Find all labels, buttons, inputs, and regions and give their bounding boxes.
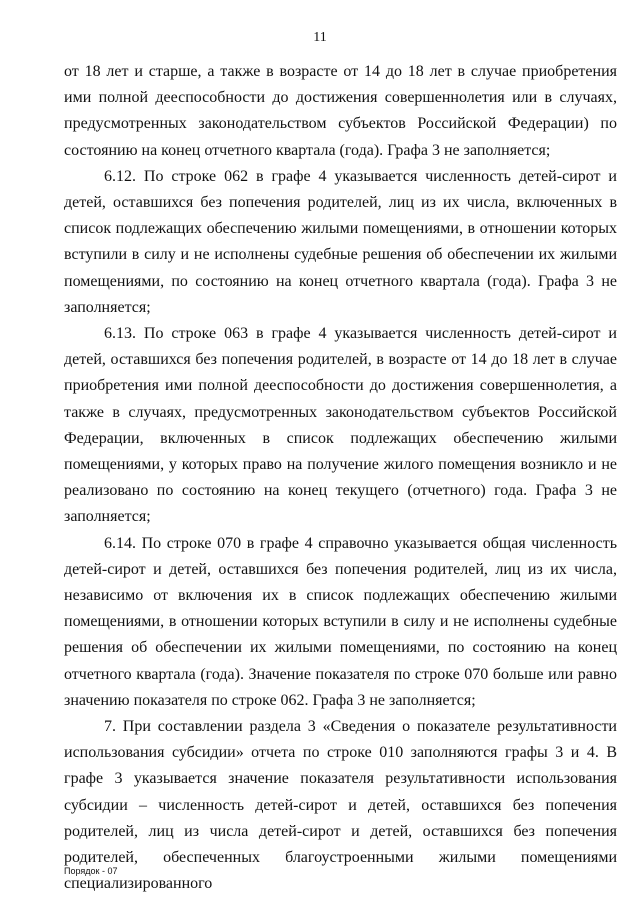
paragraph-6-12: 6.12. По строке 062 в графе 4 указывается численность детей-сирот и детей, оставшихся без попечения родителей, лиц из их числа, включенных в список подлежащих обеспечению жилыми помещениями, в отношении которых вступили в силу и не исполнены судебные решения об обеспечении их жилыми помещениями, по состоянию на конец отчетного квартала (года). Графа 3 не заполняется; <box>64 167 617 316</box>
paragraph-6-14: 6.14. По строке 070 в графе 4 справочно указывается общая численность детей-сирот и детей, оставшихся без попечения родителей, лиц из их числа, независимо от включения их в список подлежащих обеспечению жилыми помещениями, в отношении которых вступили в силу и не исполнены судебные решения об обеспечении их жилыми помещениями, по состоянию на конец отчетного квартала (года). Значение показателя по строке 070 больше или равно значению показателя по строке 062. Графа 3 не заполняется; <box>64 534 617 709</box>
paragraph-6-13: 6.13. По строке 063 в графе 4 указывается численность детей-сирот и детей, оставшихся без попечения родителей, в возрасте от 14 до 18 лет в случае приобретения ими полной дееспособности до достижения совершеннолетия, а также в случаях, предусмотренных законодательством субъектов Российской Федерации, включенных в список подлежащих обеспечению жилыми помещениями, у которых право на получение жилого помещения возникло и не реализовано по состоянию на конец текущего (отчетного) года. Графа 3 не заполняется; <box>64 325 617 526</box>
page-footer: Порядок - 07 <box>64 866 118 876</box>
paragraph-continuation: от 18 лет и старше, а также в возрасте от 14 до 18 лет в случае приобретения ими полной дееспособности до достижения совершеннолетия или в случаях, предусмотренных законодательством субъектов Российской Федерации) по состоянию на конец отчетного квартала (года). Графа 3 не заполняется; <box>64 63 617 159</box>
paragraph-7: 7. При составлении раздела 3 «Сведения о показателе результативности использования субсидии» отчета по строке 010 заполняются графы 3 и 4. В графе 3 указывается значение показателя результативности использования субсидии – численность детей-сирот и детей, оставшихся без попечения родителей, лиц из числа детей-сирот и детей, оставшихся без попечения родителей, обеспеченных благоустроенными жилыми помещениями специализированного <box>64 718 617 893</box>
document-body <box>64 59 617 898</box>
page-number: 11 <box>313 30 327 45</box>
